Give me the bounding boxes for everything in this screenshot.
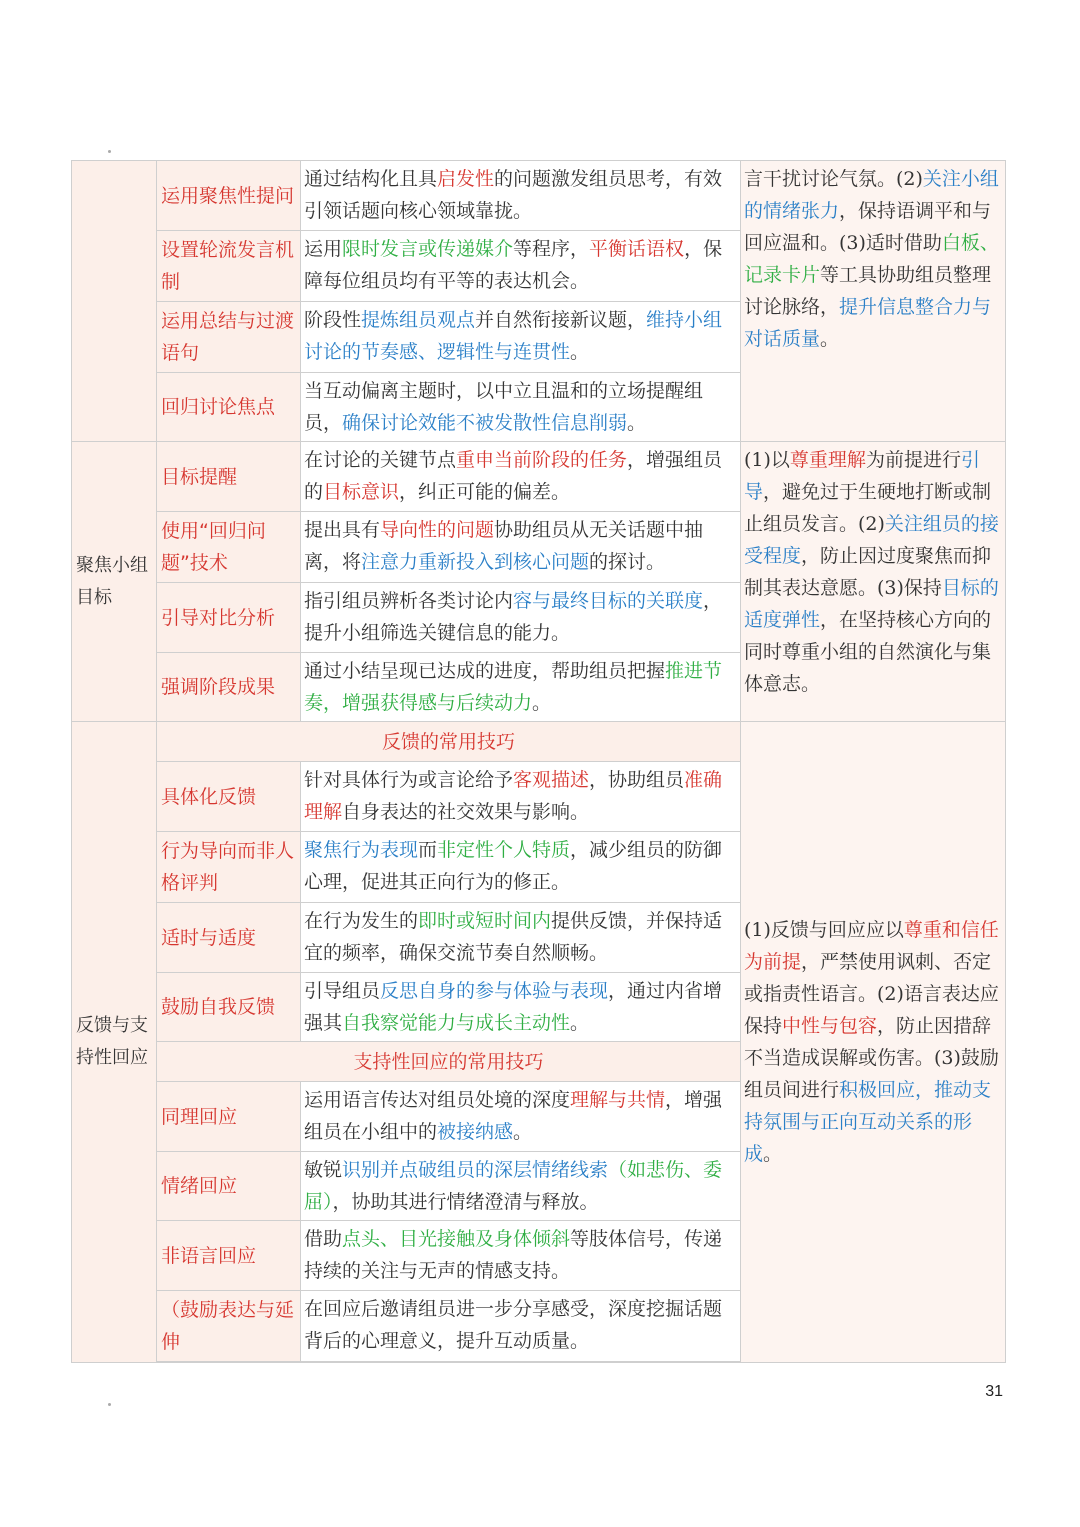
text-run: 注意力重新投入到核心问题 — [361, 551, 590, 573]
text-run: 自我察觉能力与成长主动性 — [342, 1012, 571, 1034]
text-run: 指引组员辨析各类讨论内 — [304, 590, 514, 612]
text-run: 准确理解 — [304, 769, 723, 823]
text-run: ，严禁使用讽刺、否定或指责性语言。(2)语言表达应保持 — [744, 951, 999, 1037]
technique-cell: 行为导向而非人格评判 — [157, 832, 301, 903]
notes-cell — [741, 722, 1006, 1363]
technique-cell: （鼓励表达与延伸 — [157, 1291, 301, 1362]
text-run: 被接纳感 — [437, 1121, 514, 1143]
text-run: 等肢体信号，传递持续的关注与无声的情感支持。 — [304, 1228, 723, 1282]
text-run: 的问题激发组员思考，有效引领话题向核心领域靠拢。 — [304, 168, 723, 222]
description-cell — [301, 583, 741, 653]
subheading: 反馈的常用技巧 — [157, 722, 741, 762]
text-run: ，协助组员 — [589, 769, 685, 791]
text-run: 确保讨论效能不被发散性信息削弱 — [342, 412, 628, 434]
text-run: 识别并点破组员的深层情绪线索 — [342, 1159, 609, 1181]
text-run: 运用语言传达对组员处境的深度 — [304, 1089, 571, 1111]
technique-cell: 具体化反馈 — [157, 762, 301, 832]
text-run: ，增强组员在小组中的 — [304, 1089, 723, 1143]
text-run: 自身表达的社交效果与影响。 — [342, 801, 590, 823]
text-run: 推进节奏，增强获得感与后续动力 — [304, 660, 723, 714]
text-run: 白板、记录卡片 — [744, 232, 999, 286]
technique-cell: 情绪回应 — [157, 1152, 301, 1221]
text-run: 通过结构化且具 — [304, 168, 438, 190]
text-run: 容与最终目标的关联度 — [513, 590, 704, 612]
technique-cell: 使用“回归问题”技术 — [157, 512, 301, 583]
description-cell — [301, 903, 741, 973]
spacer-cell — [157, 1362, 301, 1363]
text-run: 重申当前阶段的任务 — [456, 449, 628, 471]
spacer-cell — [301, 1362, 741, 1363]
techniques-table — [71, 160, 1006, 1363]
text-run: 言干扰讨论气氛。(2) — [744, 168, 923, 190]
notes-cell — [741, 161, 1006, 442]
text-run: 非定性个人特质 — [437, 839, 571, 861]
text-run: 聚焦行为表现 — [304, 839, 419, 861]
text-run: 引导 — [744, 449, 980, 503]
text-run: 敏锐 — [304, 1159, 343, 1181]
text-run: 当互动偏离主题时，以中立且温和的立场提醒组员， — [304, 380, 704, 434]
description-cell — [301, 1082, 741, 1152]
technique-cell: 鼓励自我反馈 — [157, 973, 301, 1042]
description-cell — [301, 832, 741, 903]
description-cell — [301, 1291, 741, 1362]
page-dot-bottom — [108, 1403, 111, 1406]
description-cell — [301, 512, 741, 583]
technique-cell: 适时与适度 — [157, 903, 301, 973]
text-run: ，避免过于生硬地打断或制止组员发言。(2) — [744, 481, 992, 535]
text-run: 即时或短时间内 — [418, 910, 552, 932]
technique-cell: 强调阶段成果 — [157, 653, 301, 722]
technique-cell: 引导对比分析 — [157, 583, 301, 653]
text-run: 。 — [820, 328, 840, 350]
text-run: 维持小组讨论的节奏感、逻辑性与连贯性 — [304, 309, 723, 363]
page-number: 31 — [985, 1383, 1003, 1400]
description-cell — [301, 161, 741, 231]
description-cell — [301, 231, 741, 302]
page-dot-top — [108, 150, 111, 153]
text-run: 理解与共情 — [570, 1089, 666, 1111]
text-run: 在回应后邀请组员进一步分享感受，深度挖掘话题背后的心理意义，提升互动质量。 — [304, 1298, 723, 1352]
text-run: ，在坚持核心方向的同时尊重小组的自然演化与集体意志。 — [744, 609, 992, 695]
text-run: 平衡话语权 — [589, 238, 685, 260]
section-label: 聚焦小组目标 — [72, 442, 157, 722]
description-cell — [301, 973, 741, 1042]
text-run: ，防止因措辞不当造成误解或伤害。(3)鼓励组员间进行 — [744, 1015, 999, 1101]
subheading: 支持性回应的常用技巧 — [157, 1042, 741, 1082]
text-run: 而 — [418, 839, 438, 861]
text-run: ，保持语调平和与回应温和。(3)适时借助 — [744, 200, 992, 254]
text-run: 在讨论的关键节点 — [304, 449, 457, 471]
technique-cell: 设置轮流发言机制 — [157, 231, 301, 302]
technique-cell: 目标提醒 — [157, 442, 301, 512]
text-run: 关注小组的情绪张力 — [744, 168, 999, 222]
text-run: 目标的适度弹性 — [744, 577, 999, 631]
text-run: 运用 — [304, 238, 343, 260]
text-run: 为前提进行 — [865, 449, 961, 471]
text-run: 并自然衔接新议题， — [475, 309, 647, 331]
description-cell — [301, 653, 741, 722]
text-run: 引导组员 — [304, 980, 381, 1002]
text-run: 积极回应，推动支持氛围与正向互动关系的形成 — [744, 1079, 992, 1165]
text-run: ，通过内省增强其 — [304, 980, 723, 1034]
text-run: 尊重理解 — [789, 449, 866, 471]
description-cell — [301, 1221, 741, 1291]
text-run: (1)以 — [744, 449, 790, 471]
text-run: 。 — [513, 1121, 533, 1143]
text-run: 。 — [532, 692, 552, 714]
notes-cell — [741, 442, 1006, 722]
text-run: 提炼组员观点 — [361, 309, 476, 331]
text-run: 借助 — [304, 1228, 343, 1250]
text-run: 导向性的问题 — [380, 519, 495, 541]
text-run: ，防止因过度聚焦而抑制其表达意愿。(3)保持 — [744, 545, 992, 599]
text-run: （如悲伤、委屈） — [304, 1159, 723, 1213]
description-cell — [301, 302, 741, 373]
text-run: 。 — [627, 412, 647, 434]
technique-cell: 非语言回应 — [157, 1221, 301, 1291]
description-cell — [301, 373, 741, 442]
text-run: 的探讨。 — [589, 551, 666, 573]
text-run: 在行为发生的 — [304, 910, 419, 932]
text-run: 限时发言或传递媒介 — [342, 238, 514, 260]
text-run: ，协助其进行情绪澄清与释放。 — [332, 1191, 599, 1213]
description-cell — [301, 762, 741, 832]
text-run: 客观描述 — [513, 769, 590, 791]
text-run: 等工具协助组员整理讨论脉络， — [744, 264, 992, 318]
text-run: 点头、目光接触及身体倾斜 — [342, 1228, 571, 1250]
text-run: 。 — [570, 341, 590, 363]
text-run: 反思自身的参与体验与表现 — [380, 980, 609, 1002]
text-run: 协助组员从无关话题中抽离，将 — [304, 519, 704, 573]
text-run: ，减少组员的防御心理，促进其正向行为的修正。 — [304, 839, 723, 893]
text-run: 提出具有 — [304, 519, 381, 541]
section-label: 反馈与支持性回应 — [72, 722, 157, 1363]
description-cell — [301, 442, 741, 512]
technique-cell: 运用聚焦性提问 — [157, 161, 301, 231]
text-run: ，增强组员的 — [304, 449, 723, 503]
text-run: ，纠正可能的偏差。 — [399, 481, 571, 503]
text-run: 针对具体行为或言论给予 — [304, 769, 514, 791]
text-run: 等程序， — [513, 238, 590, 260]
text-run: 启发性 — [437, 168, 495, 190]
text-run: 提升信息整合力与对话质量 — [744, 296, 992, 350]
section-label-empty — [72, 161, 157, 442]
text-run: 尊重和信任为前提 — [744, 919, 999, 973]
text-run: 。 — [763, 1143, 783, 1165]
description-cell — [301, 1152, 741, 1221]
technique-cell: 回归讨论焦点 — [157, 373, 301, 442]
text-run: 中性与包容 — [782, 1015, 878, 1037]
text-run: 提供反馈，并保持适宜的频率，确保交流节奏自然顺畅。 — [304, 910, 723, 964]
text-run: 目标意识 — [323, 481, 400, 503]
text-run: 阶段性 — [304, 309, 362, 331]
technique-cell: 同理回应 — [157, 1082, 301, 1152]
text-run: ，保障每位组员均有平等的表达机会。 — [304, 238, 723, 292]
text-run: 。 — [570, 1012, 590, 1034]
text-run: ，提升小组筛选关键信息的能力。 — [304, 590, 723, 644]
text-run: (1)反馈与回应应以 — [744, 919, 904, 941]
text-run: 关注组员的接受程度 — [744, 513, 999, 567]
text-run: 通过小结呈现已达成的进度，帮助组员把握 — [304, 660, 666, 682]
technique-cell: 运用总结与过渡语句 — [157, 302, 301, 373]
